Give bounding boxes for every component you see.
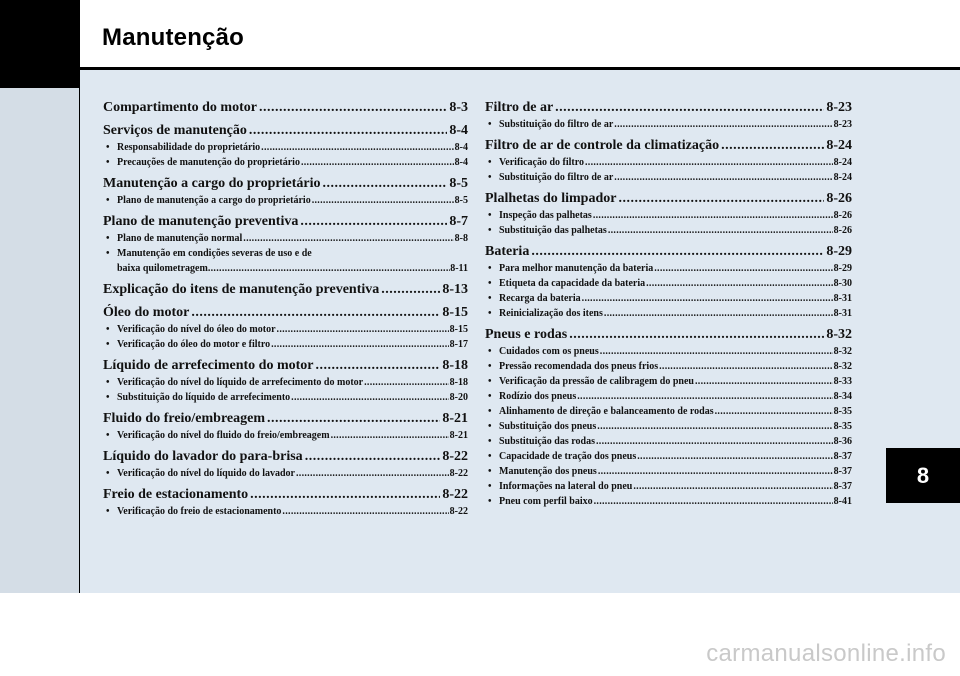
toc-leader-dots (301, 155, 454, 170)
toc-section (103, 304, 468, 352)
toc-section-entry[interactable] (485, 99, 852, 117)
toc-leader-dots (596, 434, 833, 449)
toc-page-number: 8-32 (833, 361, 852, 372)
page-title: Manutenção (102, 24, 245, 51)
toc-item-title: • Verificação do óleo do motor e filtro (117, 339, 271, 350)
toc-item-title: • Substituição das rodas (499, 436, 595, 447)
toc-page-number: 8-29 (833, 263, 852, 274)
toc-leader-dots (331, 428, 449, 443)
toc-item-title: • Pressão recomendada dos pneus frios (499, 361, 659, 372)
toc-section-entry[interactable] (485, 190, 852, 208)
toc-item-title: • Verificação da pressão de calibragem do pneu (499, 376, 694, 387)
toc-page-number: 8-37 (833, 451, 852, 462)
toc-item-entry[interactable] (485, 117, 852, 132)
toc-item-entry[interactable] (103, 504, 468, 519)
toc-section-title: Serviços de manutenção (103, 123, 247, 138)
toc-leader-dots (577, 389, 832, 404)
toc-item-title: • Plano de manutenção normal (117, 233, 243, 244)
toc-item-entry[interactable] (485, 419, 852, 434)
toc-section-entry[interactable] (103, 281, 468, 299)
toc-item-title: • Recarga da bateria (499, 293, 581, 304)
toc-section (485, 137, 852, 185)
toc-item-title: • Capacidade de tração dos pneus (499, 451, 637, 462)
toc-item-title: • Verificação do nível do fluido do freio/embreagem (117, 430, 330, 441)
toc-page-number: 8-13 (442, 282, 468, 297)
toc-item-entry[interactable] (103, 140, 468, 155)
left-margin-panel (0, 88, 79, 593)
toc-section-title: Explicação do itens de manutenção preventiva (103, 282, 380, 297)
toc-item-title: • Etiqueta da capacidade da bateria (499, 278, 646, 289)
toc-item-title: • Rodízio dos pneus (499, 391, 577, 402)
toc-section (485, 99, 852, 132)
toc-item-title: • Manutenção em condições severas de uso e de (117, 248, 312, 259)
toc-section (103, 213, 468, 276)
toc-page-number: 8-33 (833, 376, 852, 387)
toc-page-number: 8-4 (454, 142, 468, 153)
toc-page-number: 8-26 (833, 225, 852, 236)
toc-page-number: 8-21 (449, 430, 468, 441)
toc-item-entry[interactable] (103, 375, 468, 390)
toc-leader-dots (316, 357, 441, 375)
toc-item-entry[interactable] (485, 291, 852, 306)
toc-leader-dots (243, 231, 453, 246)
toc-section-title: Líquido do lavador do para-brisa (103, 449, 303, 464)
toc-item-entry[interactable] (485, 479, 852, 494)
toc-page-number: 8-31 (833, 308, 852, 319)
toc-leader-dots (646, 276, 833, 291)
toc-section-entry[interactable] (103, 486, 468, 504)
toc-item-title: • Plano de manutenção a cargo do proprietário (117, 195, 311, 206)
toc-section-entry[interactable] (485, 326, 852, 344)
toc-page-number: 8-24 (826, 138, 852, 153)
toc-section-title: Manutenção a cargo do proprietário (103, 176, 321, 191)
toc-item-entry[interactable] (103, 466, 468, 481)
toc-item-entry[interactable] (485, 374, 852, 389)
toc-leader-dots (291, 390, 449, 405)
toc-leader-dots (267, 410, 440, 428)
toc-section-entry[interactable] (103, 410, 468, 428)
toc-section (103, 122, 468, 170)
toc-leader-dots (300, 213, 447, 231)
toc-section-entry[interactable] (103, 122, 468, 140)
toc-page-number: 8-30 (833, 278, 852, 289)
toc-leader-dots (364, 375, 449, 390)
toc-section (103, 281, 468, 299)
toc-page-number: 8-18 (442, 358, 468, 373)
toc-item-entry[interactable] (103, 322, 468, 337)
toc-item-entry[interactable] (485, 170, 852, 185)
toc-item-entry[interactable] (103, 246, 468, 261)
toc-leader-dots (249, 122, 447, 140)
toc-section-title: Plalhetas do limpador (485, 191, 617, 206)
toc-page-number: 8-41 (833, 496, 852, 507)
toc-section-entry[interactable] (103, 448, 468, 466)
toc-leader-dots (381, 281, 440, 299)
toc-page-number: 8-35 (833, 406, 852, 417)
toc-item-entry[interactable] (103, 428, 468, 443)
toc-item-title: • Substituição do filtro de ar (499, 172, 614, 183)
toc-leader-dots (191, 304, 440, 322)
toc-page-number: 8-34 (833, 391, 852, 402)
toc-section-entry[interactable] (485, 137, 852, 155)
toc-item-title: • Inspeção das palhetas (499, 210, 592, 221)
toc-leader-dots (618, 190, 824, 208)
toc-page-number: 8-31 (833, 293, 852, 304)
toc-left-column (103, 99, 468, 524)
toc-item-entry[interactable] (485, 494, 852, 509)
toc-item-title: • Precauções de manutenção do proprietário (117, 157, 300, 168)
toc-leader-dots (555, 99, 824, 117)
toc-page-number: 8-15 (442, 305, 468, 320)
toc-item-title: • Verificação do nível do óleo do motor (117, 324, 276, 335)
toc-item-entry[interactable] (485, 208, 852, 223)
toc-page-number: 8-23 (833, 119, 852, 130)
toc-leader-dots (261, 140, 453, 155)
toc-page-number: 8-5 (449, 176, 468, 191)
toc-page-number: 8-22 (449, 468, 468, 479)
margin-divider (79, 70, 80, 610)
toc-page-number: 8-3 (449, 100, 468, 115)
toc-leader-dots (593, 208, 833, 223)
toc-page-number: 8-26 (826, 191, 852, 206)
toc-section-title: Plano de manutenção preventiva (103, 214, 299, 229)
toc-page-number: 8-22 (442, 487, 468, 502)
toc-section-entry[interactable] (103, 357, 468, 375)
toc-leader-dots (721, 137, 824, 155)
toc-page-number: 8-22 (442, 449, 468, 464)
toc-leader-dots (614, 117, 832, 132)
toc-leader-dots (296, 466, 449, 481)
toc-item-title: • Informações na lateral do pneu (499, 481, 633, 492)
toc-item-title: • Para melhor manutenção da bateria (499, 263, 654, 274)
toc-section (485, 326, 852, 509)
toc-section-title: Óleo do motor (103, 305, 190, 320)
toc-item-title: • Verificação do nível do líquido do lavador (117, 468, 295, 479)
toc-page-number: 8-17 (449, 339, 468, 350)
toc-leader-dots (585, 155, 833, 170)
toc-item-title-cont: baixa quilometragem (117, 263, 208, 274)
toc-leader-dots (654, 261, 832, 276)
toc-item-title: • Verificação do freio de estacionamento (117, 506, 282, 517)
toc-item-entry[interactable] (103, 337, 468, 352)
toc-page-number: 8-35 (833, 421, 852, 432)
toc-item-entry[interactable] (485, 434, 852, 449)
toc-item-title: • Responsabilidade do proprietário (117, 142, 261, 153)
toc-item-title: • Cuidados com os pneus (499, 346, 599, 357)
toc-page-number: 8-11 (450, 263, 468, 274)
toc-item-entry[interactable] (103, 155, 468, 170)
toc-item-title: • Manutenção dos pneus (499, 466, 597, 477)
toc-item-entry[interactable] (485, 276, 852, 291)
toc-leader-dots (277, 322, 449, 337)
toc-page-number: 8-29 (826, 244, 852, 259)
toc-leader-dots (614, 170, 832, 185)
toc-leader-dots (608, 223, 833, 238)
toc-item-entry[interactable] (485, 359, 852, 374)
toc-item-entry[interactable] (103, 390, 468, 405)
toc-page-number: 8-4 (454, 157, 468, 168)
toc-section-title: Freio de estacionamento (103, 487, 249, 502)
toc-page-number: 8-7 (449, 214, 468, 229)
toc-item-title: • Substituição das palhetas (499, 225, 607, 236)
toc-item-title: • Substituição do líquido de arrefecimento (117, 392, 291, 403)
toc-leader-dots (282, 504, 448, 519)
toc-section-title: Filtro de ar (485, 100, 554, 115)
toc-item-title: • Pneu com perfil baixo (499, 496, 593, 507)
toc-section-entry[interactable] (103, 213, 468, 231)
toc-item-entry[interactable] (485, 306, 852, 321)
toc-leader-dots (271, 337, 449, 352)
toc-section (103, 410, 468, 443)
toc-page-number: 8-26 (833, 210, 852, 221)
toc-item-title: • Verificação do nível do líquido de arrefecimento do motor (117, 377, 364, 388)
toc-section (103, 357, 468, 405)
toc-section (103, 448, 468, 481)
toc-leader-dots (305, 448, 441, 466)
toc-leader-dots (594, 494, 833, 509)
toc-section-title: Fluido do freio/embreagem (103, 411, 266, 426)
toc-leader-dots (582, 291, 833, 306)
toc-item-entry[interactable] (485, 344, 852, 359)
toc-item-entry[interactable] (485, 223, 852, 238)
toc-leader-dots (600, 344, 833, 359)
toc-page-number: 8-20 (449, 392, 468, 403)
toc-leader-dots (531, 243, 824, 261)
toc-page-number: 8-18 (449, 377, 468, 388)
toc-page-number: 8-22 (449, 506, 468, 517)
toc-page-number: 8-36 (833, 436, 852, 447)
toc-item-entry[interactable] (485, 449, 852, 464)
toc-item-entry[interactable] (485, 404, 852, 419)
toc-item-entry[interactable] (485, 155, 852, 170)
toc-page-number: 8-24 (833, 157, 852, 168)
toc-item-continuation[interactable] (103, 261, 468, 276)
toc-section (103, 175, 468, 208)
toc-leader-dots (604, 306, 833, 321)
toc-page-number: 8-37 (833, 466, 852, 477)
toc-page-number: 8-4 (449, 123, 468, 138)
toc-page-number: 8-24 (833, 172, 852, 183)
toc-section-entry[interactable] (485, 243, 852, 261)
toc-page-number: 8-23 (826, 100, 852, 115)
toc-item-entry[interactable] (103, 231, 468, 246)
toc-item-title: • Substituição do filtro de ar (499, 119, 614, 130)
toc-leader-dots (637, 449, 832, 464)
toc-page-number: 8-37 (833, 481, 852, 492)
toc-item-entry[interactable] (103, 193, 468, 208)
toc-section-title: Bateria (485, 244, 530, 259)
toc-leader-dots (598, 464, 833, 479)
chapter-tab[interactable]: 8 (886, 448, 960, 503)
toc-right-column (485, 99, 852, 514)
toc-page-number: 8-5 (454, 195, 468, 206)
toc-page-number: 8-15 (449, 324, 468, 335)
toc-leader-dots (312, 193, 454, 208)
toc-section-entry[interactable] (103, 304, 468, 322)
toc-leader-dots (695, 374, 833, 389)
toc-item-title: • Substituição dos pneus (499, 421, 597, 432)
toc-item-entry[interactable] (485, 389, 852, 404)
toc-leader-dots (323, 175, 448, 193)
toc-leader-dots (250, 486, 440, 504)
toc-item-entry[interactable] (485, 261, 852, 276)
toc-item-title: • Alinhamento de direção e balanceamento de rodas (499, 406, 714, 417)
toc-page-number: 8-8 (454, 233, 468, 244)
toc-section-title: Pneus e rodas (485, 327, 568, 342)
toc-leader-dots (659, 359, 833, 374)
toc-leader-dots (259, 99, 447, 117)
corner-black-block (0, 0, 80, 88)
toc-section-entry[interactable] (103, 99, 468, 117)
toc-leader-dots (633, 479, 832, 494)
toc-page-number: 8-32 (833, 346, 852, 357)
toc-section-title: Líquido de arrefecimento do motor (103, 358, 314, 373)
toc-section-title: Filtro de ar de controle da climatização (485, 138, 720, 153)
toc-leader-dots (597, 419, 832, 434)
toc-leader-dots (208, 261, 450, 276)
toc-item-title: • Verificação do filtro (499, 157, 584, 168)
toc-section (485, 243, 852, 321)
toc-section (103, 99, 468, 117)
toc-section-entry[interactable] (103, 175, 468, 193)
watermark: carmanualsonline.info (706, 640, 946, 667)
toc-section (485, 190, 852, 238)
toc-leader-dots (715, 404, 833, 419)
toc-section (103, 486, 468, 519)
toc-section-title: Compartimento do motor (103, 100, 257, 115)
toc-item-title: • Reinicialização dos itens (499, 308, 603, 319)
toc-page-number: 8-32 (826, 327, 852, 342)
toc-leader-dots (569, 326, 824, 344)
toc-page-number: 8-21 (442, 411, 468, 426)
toc-item-entry[interactable] (485, 464, 852, 479)
